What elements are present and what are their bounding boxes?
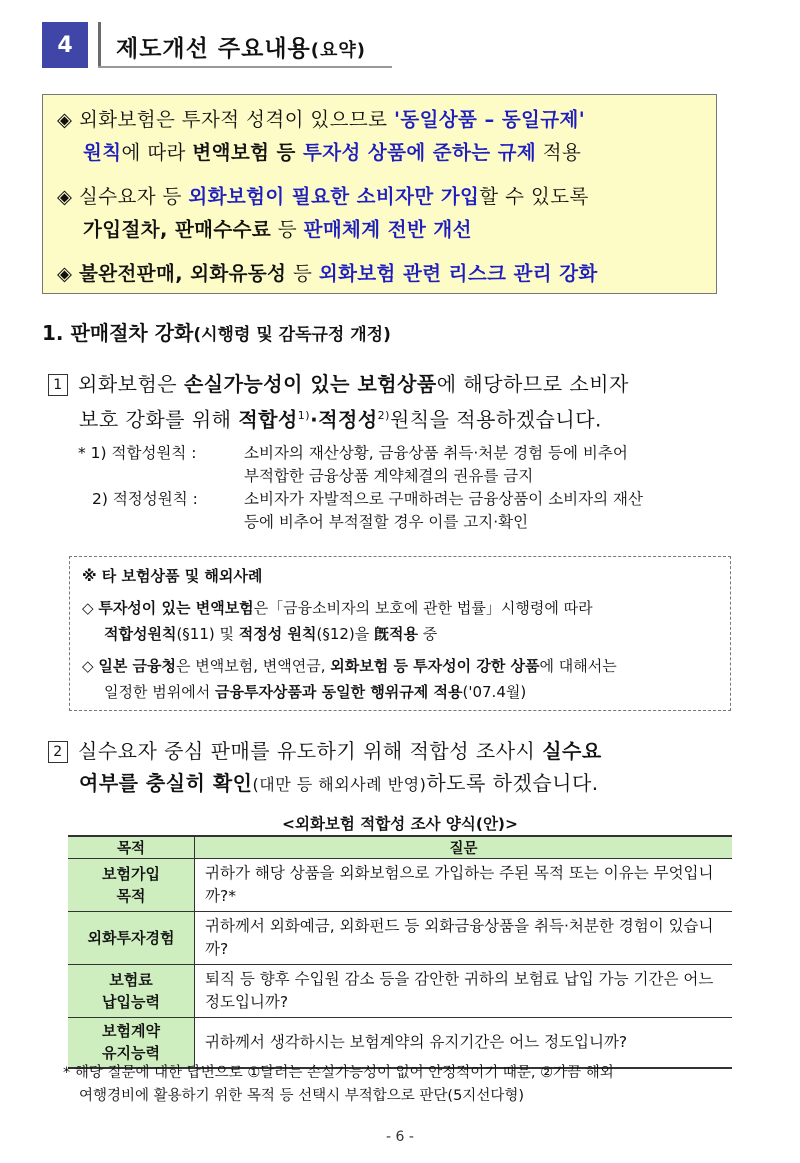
note-text: 부적합한 금융상품 계약체결의 권유를 금지 — [244, 467, 534, 485]
note-row — [78, 488, 643, 534]
suitability-form-table — [68, 835, 732, 1069]
table-row — [68, 965, 732, 1018]
note-text: 소비자가 자발적으로 구매하려는 금융상품이 소비자의 재산 — [244, 490, 643, 508]
case-box-title: ※ 타 보험상품 및 해외사례 — [82, 567, 263, 585]
section-title — [116, 30, 366, 63]
para-bold: 여부를 충실히 확인 — [79, 771, 253, 795]
summary-text: 적용 — [536, 141, 582, 164]
purpose-cell — [68, 859, 195, 912]
case-item-1 — [82, 595, 720, 647]
purpose-line: 보험가입 — [102, 865, 160, 883]
footnote-line: 여행경비에 활용하기 위한 목적 등 선택시 부적합으로 판단(5지선다형) — [79, 1088, 524, 1104]
principle-notes — [78, 442, 643, 534]
boxed-number: 2 — [48, 741, 68, 763]
case-bold: 투자성이 있는 변액보험 — [98, 599, 254, 617]
summary-box — [42, 94, 717, 294]
purpose-cell — [68, 965, 195, 1018]
purpose-line: 납입능력 — [102, 993, 160, 1011]
para-bold: 적정성 — [318, 407, 378, 432]
table-row — [68, 859, 732, 912]
case-bold: 旣적용 — [374, 625, 419, 643]
summary-emphasis: 외화보험이 필요한 소비자만 가입 — [188, 185, 480, 208]
note-text: 소비자의 재산상황, 금융상품 취득·처분 경험 등에 비추어 — [244, 444, 628, 462]
summary-item-1 — [57, 103, 706, 169]
summary-text: 실수요자 등 — [79, 185, 189, 208]
case-text: ('07.4월) — [462, 683, 527, 701]
purpose-line: 보험계약 — [102, 1022, 160, 1041]
summary-item-2 — [57, 180, 706, 246]
footnote-line: * 해당 질문에 대한 답변으로 ①달러는 손실가능성이 없어 안정적이기 때문, ②가끔 해외 — [63, 1065, 614, 1081]
hollow-diamond-icon: ◇ — [82, 599, 94, 617]
question-cell: 귀하께서 외화예금, 외화펀드 등 외화금융상품을 취득·처분한 경험이 있습니까? — [195, 912, 733, 965]
subsection-heading — [42, 317, 391, 346]
subsection-title: 1. 판매절차 강화 — [42, 321, 194, 345]
case-text: 은「금융소비자의 보호에 관한 법률」시행령에 따라 — [253, 599, 593, 617]
table-row — [68, 912, 732, 965]
section-divider — [98, 22, 101, 68]
note-text: 등에 비추어 부적절할 경우 이를 고지·확인 — [244, 513, 529, 531]
purpose-cell — [68, 912, 195, 965]
para-text: 외화보험은 — [78, 372, 184, 396]
purpose-line: 보험료 — [109, 971, 153, 989]
case-bold: 적합성원칙 — [104, 625, 177, 643]
case-text: (§12)을 — [316, 625, 375, 643]
table-header-row — [68, 836, 732, 859]
case-text: 일정한 범위에서 — [104, 683, 215, 701]
column-header-purpose: 목적 — [68, 836, 195, 859]
column-header-question: 질문 — [195, 836, 733, 859]
question-cell: 귀하가 해당 상품을 외화보험으로 가입하는 주된 목적 또는 이유는 무엇입니까?* — [195, 859, 733, 912]
summary-text: 에 따라 — [121, 141, 193, 164]
summary-emphasis: '동일상품 – 동일규제' — [393, 108, 586, 131]
summary-emphasis: 투자성 상품에 준하는 규제 — [302, 141, 537, 164]
diamond-bullet-icon: ◈ — [57, 185, 73, 208]
case-bold: 적정성 원칙 — [238, 625, 317, 643]
summary-text: 등 — [286, 262, 319, 285]
note-label: * 1) 적합성원칙 : — [78, 444, 197, 462]
case-bold: 금융투자상품과 동일한 행위규제 적용 — [214, 683, 463, 701]
case-box — [69, 556, 731, 711]
case-text: 중 — [418, 625, 438, 643]
para-text: 보호 강화를 위해 — [79, 407, 239, 432]
summary-item-3 — [57, 257, 706, 290]
summary-text: 등 — [271, 218, 304, 241]
para-bold: · — [310, 407, 319, 432]
paragraph-2 — [48, 735, 602, 801]
section-number: 4 — [42, 22, 88, 68]
footnote-ref: 1) — [297, 409, 311, 422]
section-title-suffix: (요약) — [310, 40, 366, 61]
note-row — [78, 442, 643, 488]
para-bold: 실수요 — [542, 739, 602, 763]
para-text: (대만 등 해외사례 반영) — [252, 775, 427, 794]
para-text: 실수요자 중심 판매를 유도하기 위해 적합성 조사시 — [78, 739, 543, 763]
case-item-2 — [82, 653, 720, 705]
table-title: <외화보험 적합성 조사 양식(안)> — [281, 815, 518, 833]
summary-text: 외화보험은 투자적 성격이 있으므로 — [79, 108, 394, 131]
table-row — [68, 1018, 732, 1068]
diamond-bullet-icon: ◈ — [57, 108, 73, 131]
para-bold: 적합성 — [238, 407, 298, 432]
summary-bold: 변액보험 등 — [192, 141, 303, 164]
subsection-suffix: (시행령 및 감독규정 개정) — [193, 325, 391, 345]
summary-emphasis: 원칙 — [83, 141, 122, 164]
table-footnote — [63, 1062, 614, 1108]
question-cell: 귀하께서 생각하시는 보험계약의 유지기간은 어느 정도입니까? — [195, 1018, 733, 1068]
summary-bold: 가입절차, 판매수수료 — [83, 218, 272, 241]
footnote-ref: 2) — [377, 409, 390, 422]
diamond-bullet-icon: ◈ — [57, 262, 73, 285]
purpose-line: 유지능력 — [102, 1044, 160, 1063]
case-bold: 일본 금융청 — [98, 657, 177, 675]
page-number: - 6 - — [386, 1129, 414, 1145]
hollow-diamond-icon: ◇ — [82, 657, 94, 675]
para-text: 하도록 하겠습니다. — [426, 771, 599, 795]
summary-emphasis: 외화보험 관련 리스크 관리 강화 — [318, 262, 598, 285]
case-bold: 외화보험 등 투자성이 강한 상품 — [330, 657, 540, 675]
case-text: 은 변액보험, 변액연금, — [176, 657, 331, 675]
paragraph-1 — [48, 368, 629, 436]
para-text: 에 해당하므로 소비자 — [436, 372, 629, 396]
section-title-text: 제도개선 주요내용 — [116, 36, 311, 62]
case-text: 에 대해서는 — [539, 657, 617, 675]
summary-bold: 불완전판매, 외화유동성 — [79, 262, 287, 285]
case-text: (§11) 및 — [176, 625, 239, 643]
section-underline — [98, 66, 392, 68]
summary-emphasis: 판매체계 전반 개선 — [303, 218, 472, 241]
purpose-cell — [68, 1018, 195, 1068]
note-label: 2) 적정성원칙 : — [92, 490, 198, 508]
para-bold: 손실가능성이 있는 보험상품 — [183, 372, 437, 396]
purpose-line: 목적 — [116, 887, 146, 905]
question-cell: 퇴직 등 향후 수입원 감소 등을 감안한 귀하의 보험료 납입 가능 기간은 어느 정도입니까? — [195, 965, 733, 1018]
purpose-line: 외화투자경험 — [87, 929, 175, 947]
para-text: 원칙을 적용하겠습니다. — [389, 407, 602, 432]
section-heading — [42, 22, 392, 68]
summary-text: 할 수 있도록 — [479, 185, 589, 208]
boxed-number: 1 — [48, 374, 68, 396]
